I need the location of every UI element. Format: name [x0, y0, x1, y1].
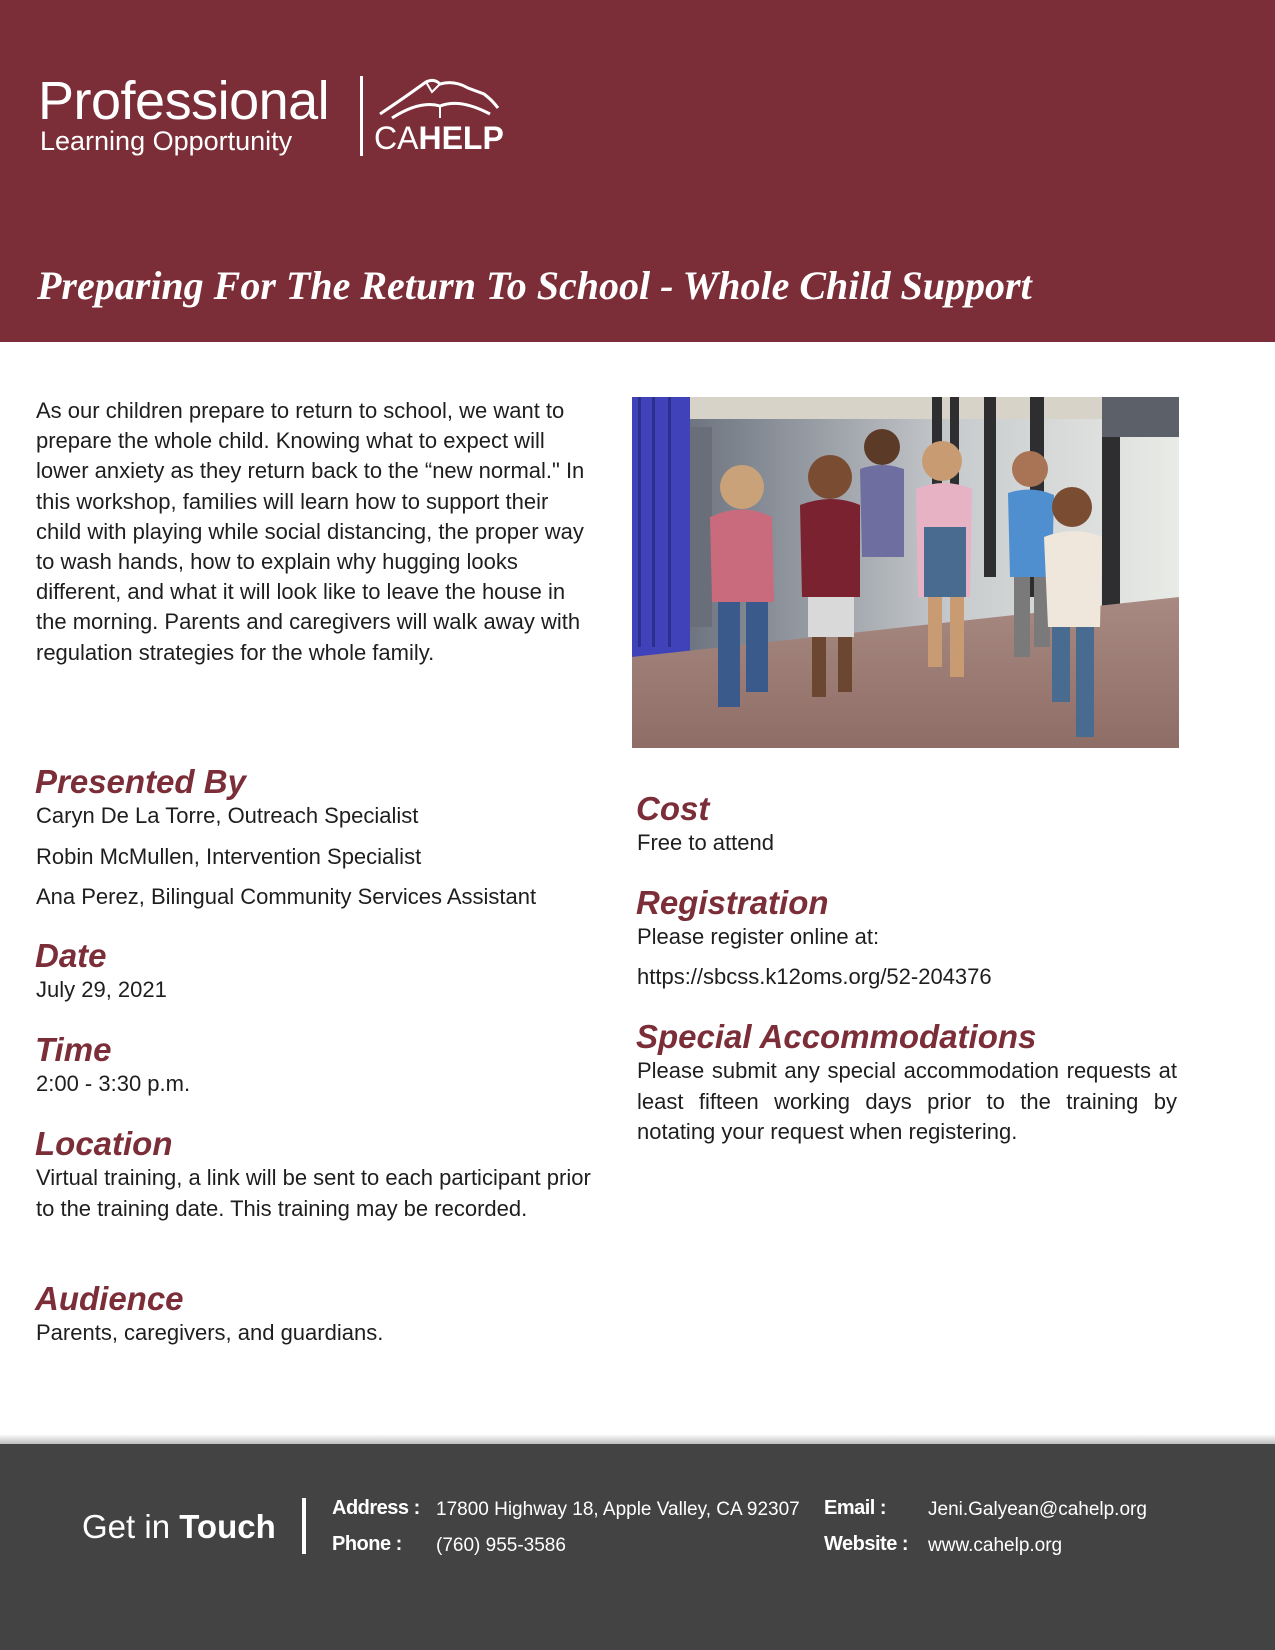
accommodations-value: Please submit any special accommodation requests at least fifteen working days prior to the training by notating your request when registering.: [637, 1058, 1177, 1144]
brand-text: [374, 120, 504, 156]
phone-value[interactable]: (760) 955-3586: [436, 1535, 566, 1556]
audience-value: Parents, caregivers, and guardians.: [36, 1320, 384, 1345]
cost-heading: Cost: [636, 790, 710, 827]
registration-link[interactable]: https://sbcss.k12oms.org/52-204376: [637, 964, 992, 989]
logo-divider: [360, 76, 363, 156]
time-value: 2:00 - 3:30 p.m.: [36, 1071, 191, 1096]
brand-help: HELP: [418, 120, 504, 156]
logo-subtitle: Learning Opportunity: [40, 126, 293, 156]
header-banner: [0, 0, 1275, 342]
email-value[interactable]: Jeni.Galyean@cahelp.org: [928, 1499, 1147, 1520]
intro-paragraph: As our children prepare to return to school, we want to prepare the whole child. Knowing what to expect will lower anxiety as they return back to the “new normal." In this workshop, families will learn how to support their child with playing while social distancing, the proper way to wash hands, how to explain why hugging looks different, and what it will look like to leave the house in the morning. Parents and caregivers will walk away with regulation strategies for the whole family.: [36, 398, 585, 665]
brand-ca: CA: [374, 120, 419, 156]
footer: [0, 1444, 1275, 1650]
time-heading: Time: [35, 1031, 112, 1068]
registration-heading: Registration: [636, 884, 829, 921]
audience-heading: Audience: [35, 1280, 184, 1317]
accommodations-heading: Special Accommodations: [636, 1018, 1037, 1055]
touch-prefix: Get in: [82, 1508, 180, 1545]
date-value: July 29, 2021: [36, 977, 167, 1002]
location-value: Virtual training, a link will be sent to each participant prior to the training date. This training may be recorded.: [36, 1165, 591, 1221]
touch-bold: Touch: [179, 1508, 276, 1545]
cahelp-logo: [374, 74, 504, 158]
mountain-book-icon: [374, 74, 504, 124]
presenter-2: Robin McMullen, Intervention Specialist: [36, 844, 422, 869]
presenter-1: Caryn De La Torre, Outreach Specialist: [36, 803, 419, 828]
registration-instruction: Please register online at:: [637, 924, 880, 949]
footer-divider: [302, 1498, 306, 1554]
presenter-3: Ana Perez, Bilingual Community Services Assistant: [36, 884, 537, 909]
presented-by-heading: Presented By: [35, 763, 246, 800]
address-label: Address :: [332, 1497, 420, 1519]
email-label: Email :: [824, 1497, 887, 1519]
get-in-touch: [82, 1507, 276, 1547]
event-title: Preparing For The Return To School - Whole Child Support: [37, 263, 1032, 308]
location-heading: Location: [35, 1125, 173, 1162]
website-value[interactable]: www.cahelp.org: [928, 1535, 1063, 1556]
cost-value: Free to attend: [637, 830, 774, 855]
address-value: 17800 Highway 18, Apple Valley, CA 92307: [436, 1499, 800, 1520]
phone-label: Phone :: [332, 1533, 402, 1555]
date-heading: Date: [35, 937, 107, 974]
logo-title: Professional: [38, 71, 330, 131]
website-label: Website :: [824, 1533, 909, 1555]
children-running-photo: [632, 397, 1179, 748]
